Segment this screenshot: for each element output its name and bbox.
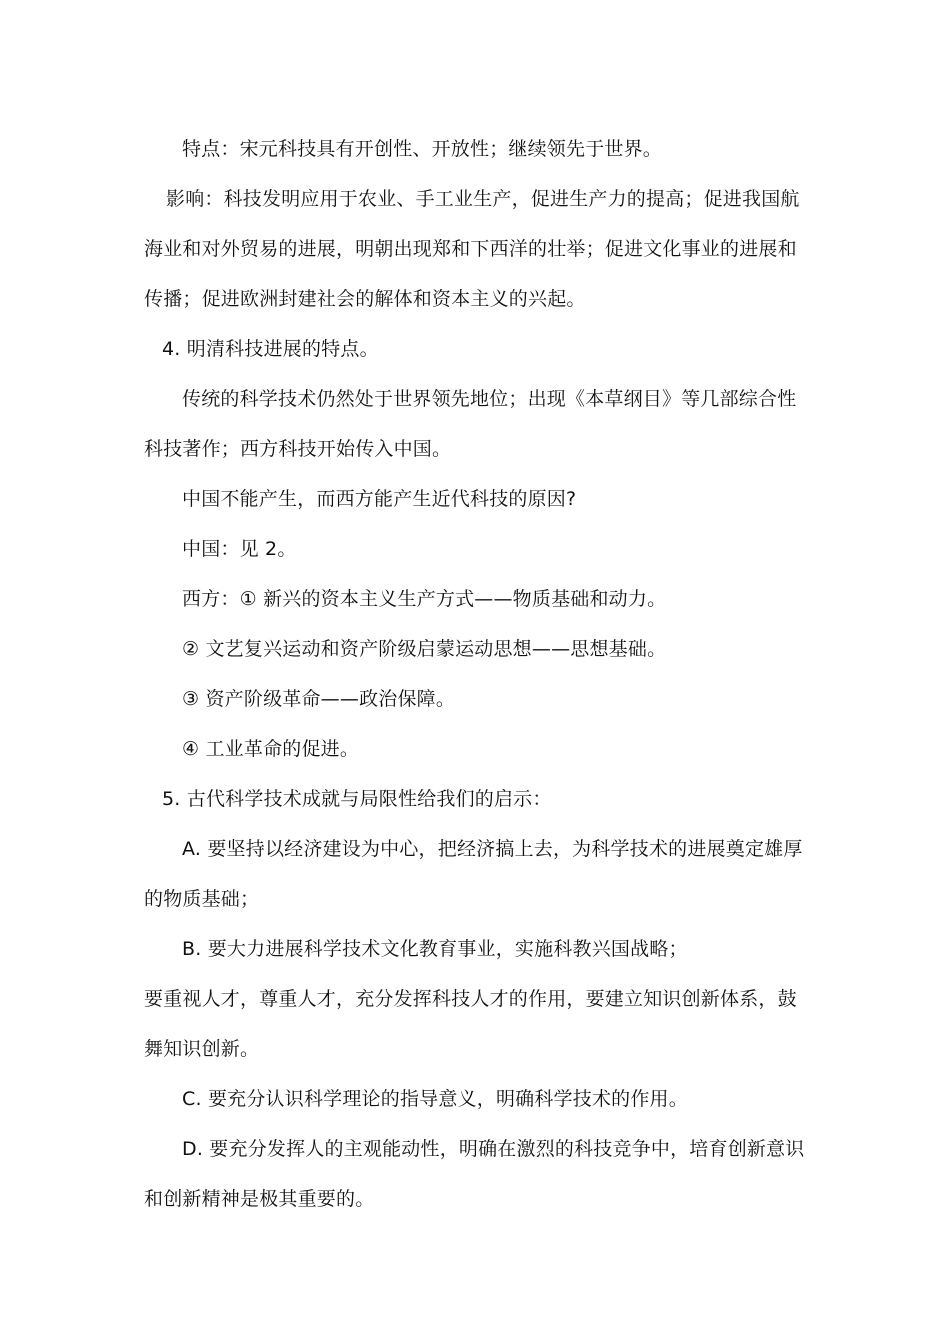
text-line: 传播；促进欧洲封建社会的解体和资本主义的兴起。 [144,288,586,310]
text-line: 西方：① 新兴的资本主义生产方式——物质基础和动力。 [182,588,667,610]
text-line: 要重视人才，尊重人才，充分发挥科技人才的作用，要建立知识创新体系，鼓 [144,988,797,1010]
section-heading: 4. 明清科技进展的特点。 [162,338,379,360]
text-line: 传统的科学技术仍然处于世界领先地位；出现《本草纲目》等几部综合性 [182,388,797,410]
text-line: 中国不能产生，而西方能产生近代科技的原因? [182,488,577,510]
text-line: 中国：见 2。 [182,538,297,560]
section-heading: 5. 古代科学技术成就与局限性给我们的启示： [162,788,552,810]
text-line: ② 文艺复兴运动和资产阶级启蒙运动思想——思想基础。 [182,638,667,660]
text-line: ③ 资产阶级革命——政治保障。 [182,688,456,710]
text-line: 科技著作；西方科技开始传入中国。 [144,438,452,460]
text-line: D. 要充分发挥人的主观能动性，明确在激烈的科技竞争中，培育创新意识 [182,1138,805,1160]
text-line: 和创新精神是极其重要的。 [144,1188,375,1210]
text-line: 海业和对外贸易的进展，明朝出现郑和下西洋的壮举；促进文化事业的进展和 [144,238,797,260]
text-line: C. 要充分认识科学理论的指导意义，明确科学技术的作用。 [182,1088,688,1110]
text-line: 舞知识创新。 [144,1038,260,1060]
text-line: B. 要大力进展科学技术文化教育事业，实施科教兴国战略； [182,938,688,960]
text-line: 的物质基础； [144,888,260,910]
text-line: 影响：科技发明应用于农业、手工业生产，促进生产力的提高；促进我国航 [166,188,800,210]
text-line: 特点：宋元科技具有开创性、开放性；继续领先于世界。 [182,138,663,160]
text-line: ④ 工业革命的促进。 [182,738,360,760]
text-line: A. 要坚持以经济建设为中心，把经济搞上去，为科学技术的进展奠定雄厚 [182,838,803,860]
